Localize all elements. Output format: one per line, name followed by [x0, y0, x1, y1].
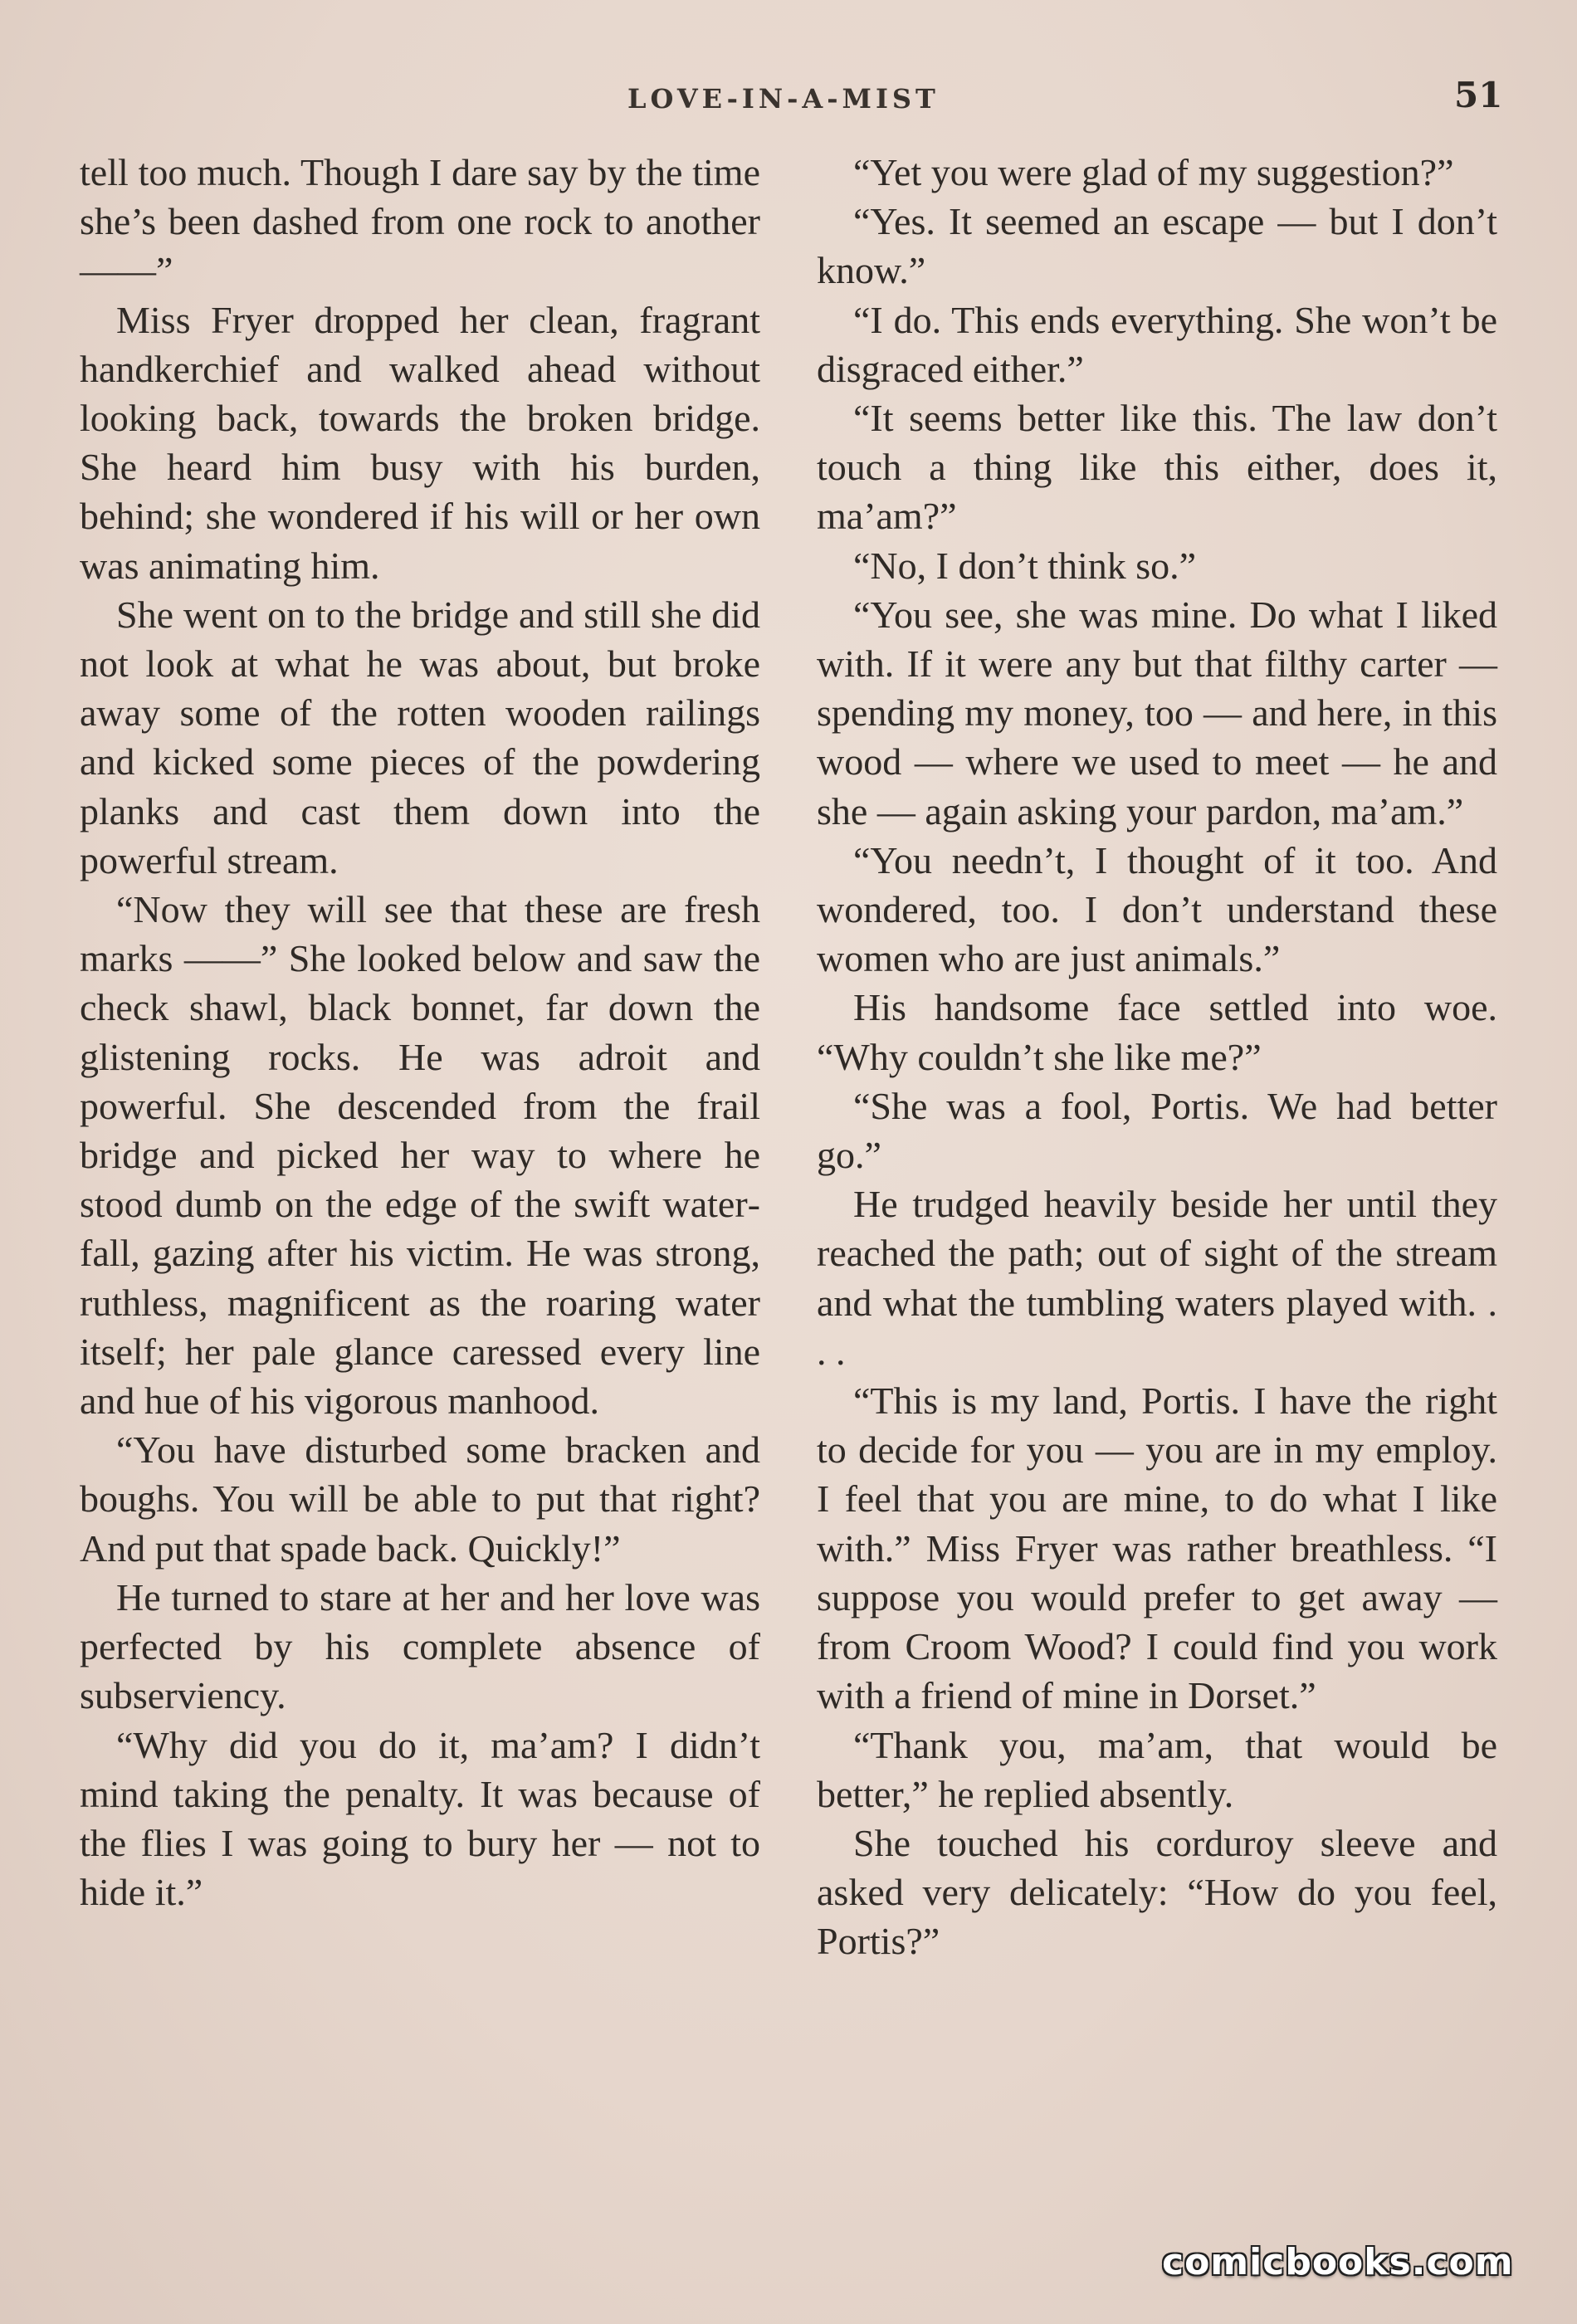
paragraph: “I do. This ends everything. She won’t be disgraced either.”	[817, 298, 1497, 390]
paragraph: “You see, she was mine. Do what I liked with. If it were any but that filthy carter — spending my money, too — and here, in this wood — where we used to meet — he and she — again asking your pardon, ma’am.”	[817, 593, 1497, 832]
paragraph: “You have disturbed some bracken and boughs. You will be able to put that right? And put that spade back. Quickly!”	[80, 1428, 760, 1570]
site-watermark: comicbooks.com	[1162, 2241, 1514, 2283]
paragraph: “Yes. It seemed an escape — but I don’t know.”	[817, 200, 1497, 292]
paragraph: “It seems better like this. The law don’t touch a thing like this either, does it, ma’am?”	[817, 397, 1497, 538]
paragraph: His handsome face settled into woe. “Why couldn’t she like me?”	[817, 986, 1497, 1078]
paragraph: “Yet you were glad of my suggestion?”	[853, 151, 1454, 193]
paragraph: “She was a fool, Portis. We had better go.”	[817, 1084, 1497, 1177]
paragraph: Miss Fryer dropped her clean, fragrant handkerchief and walked ahead without looking back, towards the broken bridge. She heard him busy with his burden, behind; she wondered if his will or her own was animating him.	[80, 298, 760, 587]
paragraph: “No, I don’t think so.”	[853, 544, 1197, 587]
paragraph: He turned to stare at her and her love was perfected by his complete absence of subserviency.	[80, 1575, 760, 1717]
right-text-column	[817, 148, 1497, 1966]
running-title: LOVE-IN-A-MIST	[627, 83, 940, 115]
paragraph: She touched his corduroy sleeve and asked very delicately: “How do you feel, Portis?”	[817, 1821, 1497, 1963]
paragraph: He trudged heavily beside her until they reached the path; out of sight of the stream and what the tumbling waters played with. . . .	[817, 1183, 1497, 1373]
paragraph: tell too much. Though I dare say by the time she’s been dashed from one rock to another ——”	[80, 151, 760, 292]
paragraph: She went on to the bridge and still she did not look at what he was about, but broke away some of the rotten wooden railings and kicked some pieces of the powdering planks and cast them down into the powerful stream.	[80, 593, 760, 881]
paragraph: “Why did you do it, ma’am? I didn’t mind taking the penalty. It was because of the flies I was going to bury her — not to hide it.”	[80, 1723, 760, 1914]
left-text-column	[80, 148, 760, 1916]
paragraph: “Now they will see that these are fresh marks ——” She looked below and saw the check shawl, black bonnet, far down the glistening rocks. He was adroit and powerful. She descended from the frail bridge and picked her way to where he stood dumb on the edge of the swift waterfall, gazing after his victim. He was strong, ruthless, magnificent as the roaring water itself; her pale glance caressed every line and hue of his vigorous manhood.	[80, 888, 760, 1423]
paragraph: “You needn’t, I thought of it too. And wondered, too. I don’t understand these women who are just animals.”	[817, 838, 1497, 980]
page-number: 51	[1454, 75, 1503, 115]
paragraph: “Thank you, ma’am, that would be better,” he replied absently.	[817, 1723, 1497, 1815]
paragraph: “This is my land, Portis. I have the right to decide for you — you are in my employ. I feel that you are mine, to do what I like with.” Miss Fryer was rather breathless. “I suppose you would prefer to get away — from Croom Wood? I could find you work with a friend of mine in Dorset.”	[817, 1379, 1497, 1717]
